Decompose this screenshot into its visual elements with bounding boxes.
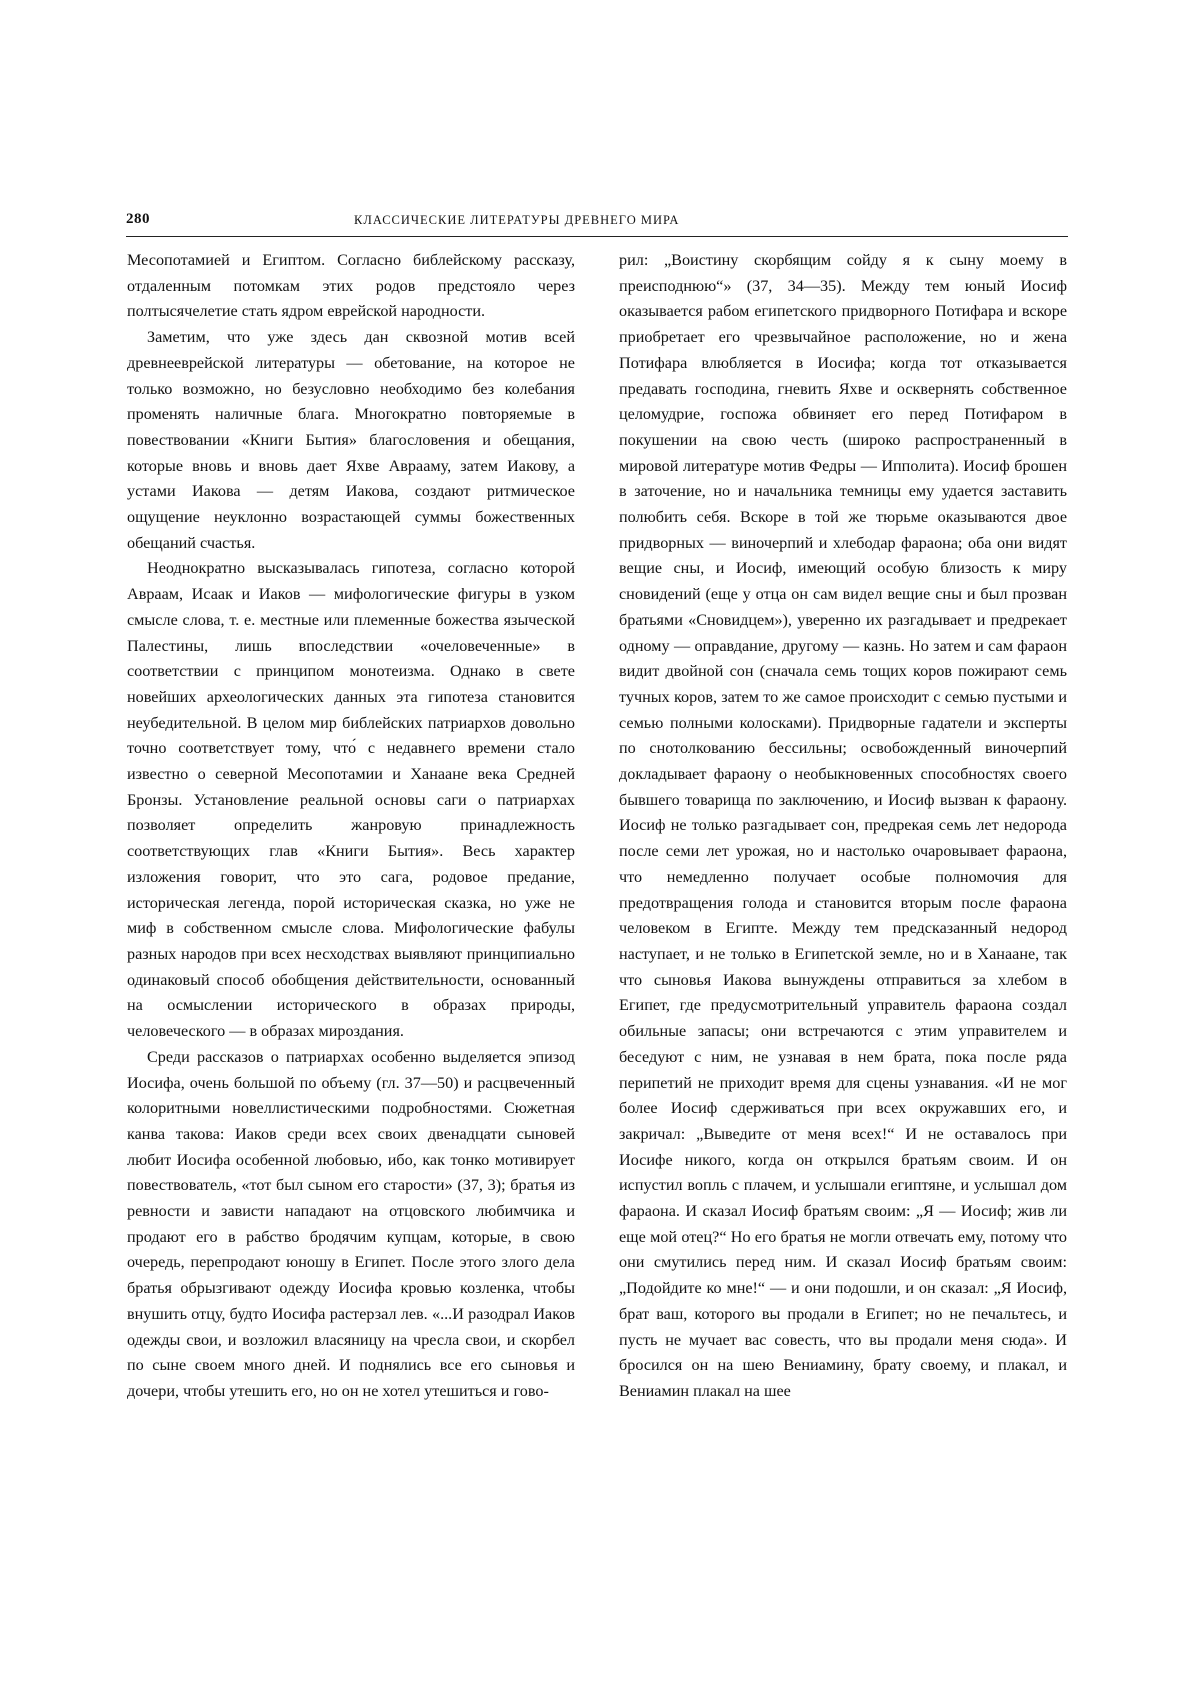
- page-header: [126, 211, 1068, 233]
- paragraph: Заметим, что уже здесь дан сквозной мотив всей древнееврейской литературы — обетование, на которое не только возможно, но безусловно необходимо без колебания променять наличные блага. Многократно повторяемые в повествовании «Книги Бытия» благословения и обещания, которые вновь и вновь дает Яхве Аврааму, затем Иакову, а устами Иакова — детям Иакова, создают ритмическое ощущение неуклонно возрастающей суммы божественных обещаний счастья.: [127, 328, 575, 552]
- paragraph: Среди рассказов о патриархах особенно выделяется эпизод Иосифа, очень большой по объему (гл. 37—50) и расцвеченный колоритными новеллистическими подробностями. Сюжетная канва такова: Иаков среди всех своих двенадцати сыновей любит Иосифа особенной любовью, ибо, как тонко мотивирует повествователь, «тот был сыном его старости» (37, 3); братья из ревности и зависти нападают на отцовского любимчика и продают его в рабство бродячим купцам, которые, в свою очередь, перепродают юношу в Египет. После этого злого дела братья обрызгивают одежду Иосифа кровью козленка, чтобы внушить отцу, будто Иосифа растерзал лев. «...И разодрал Иаков одежды свои, и возложил власяницу на чресла свои, и скорбел по сыне своем много дней. И поднялись все его сыновья и дочери, чтобы утешить его, но он не хотел утешиться и гово-: [127, 1047, 575, 1400]
- page-number: 280: [126, 211, 150, 227]
- paragraph: Неоднократно высказывалась гипотеза, согласно которой Авраам, Исаак и Иаков — мифологические фигуры в узком смысле слова, т. е. местные или племенные божества языческой Палестины, лишь впоследствии «очеловеченные» в соответствии с принципом монотеизма. Однако в свете новейших археологических данных эта гипотеза становится неубедительной. В целом мир библейских патриархов довольно точно соответствует тому, что́ с недавнего времени стало известно о северной Месопотамии и Ханаане века Средней Бронзы. Установление реальной основы саги о патриархах позволяет определить жанровую принадлежность соответствующих глав «Книги Бытия». Весь характер изложения говорит, что это сага, родовое предание, историческая легенда, порой историческая сказка, но уже не миф в собственном смысле слова. Мифологические фабулы разных народов при всех несходствах выявляют принципиально одинаковый способ обобщения действительности, основанный на осмыслении исторического в образах природы, человеческого — в образах мироздания.: [127, 559, 575, 1041]
- paragraph: рил: „Воистину скорбящим сойду я к сыну моему в преисподнюю“» (37, 34—35). Между тем юный Иосиф оказывается рабом египетского придворного Потифара и вскоре приобретает его чрезвычайное расположение, но и жена Потифара влюбляется в Иосифа; когда тот отказывается предавать господина, гневить Яхве и осквернять собственное целомудрие, госпожа обвиняет его перед Потифаром в покушении на свою честь (широко распространенный в мировой литературе мотив Федры — Ипполита). Иосиф брошен в заточение, но и начальника темницы ему удается заставить полюбить себя. Вскоре в той же тюрьме оказываются двое придворных — виночерпий и хлебодар фараона; оба они видят вещие сны, и Иосиф, имеющий особую близость к миру сновидений (еще у отца он сам видел вещие сны и был прозван братьями «Сновидцем»), уверенно их разгадывает и предрекает одному — оправдание, другому — казнь. Но затем и сам фараон видит двойной сон (сначала семь тощих коров пожирают семь тучных коров, затем то же самое происходит с семью пустыми и семью полными колосками). Придворные гадатели и эксперты по снотолкованию бессильны; освобожденный виночерпий докладывает фараону о необыкновенных способностях своего бывшего товарища по заключению, и Иосиф вызван к фараону. Иосиф не только разгадывает сон, предрекая семь лет недорода после семи лет урожая, но и настолько очаровывает фараона, что немедленно получает особые полномочия для предотвращения голода и становится вторым после фараона человеком в Египте. Между тем предсказанный недород наступает, и не только в Египетской земле, но и в Ханаане, так что сыновья Иакова вынуждены отправиться за хлебом в Египет, где предусмотрительный управитель фараона создал обильные запасы; они встречаются с этим управителем и беседуют с ним, не узнавая в нем брата, пока после ряда перипетий не приходит время для сцены узнавания. «И не мог более Иосиф сдерживаться при всех окружавших его, и закричал: „Выведите от меня всех!“ И не оставалось при Иосифе никого, когда он открылся братьям своим. И он испустил вопль с плачем, и услышали египтяне, и услышал дом фараона. И сказал Иосиф братьям своим: „Я — Иосиф; жив ли еще мой отец?“ Но его братья не могли отвечать ему, потому что они смутились перед ним. И сказал Иосиф братьям своим: „Подойдите ко мне!“ — и они подошли, и он сказал: „Я Иосиф, брат ваш, которого вы продали в Египет; но не печальтесь, и пусть не мучает вас совесть, что вы продали меня сюда». И бросился он на шею Вениамину, брату своему, и плакал, и Вениамин плакал на шее: [619, 251, 1067, 1400]
- right-column: [619, 248, 1067, 1405]
- left-column: [127, 248, 575, 1405]
- paragraph: Месопотамией и Египтом. Согласно библейскому рассказу, отдаленным потомкам этих родов предстояло через полтысячелетие стать ядром еврейской народности.: [127, 251, 575, 321]
- running-title: КЛАССИЧЕСКИЕ ЛИТЕРАТУРЫ ДРЕВНЕГО МИРА: [354, 213, 680, 227]
- header-rule: [126, 236, 1068, 237]
